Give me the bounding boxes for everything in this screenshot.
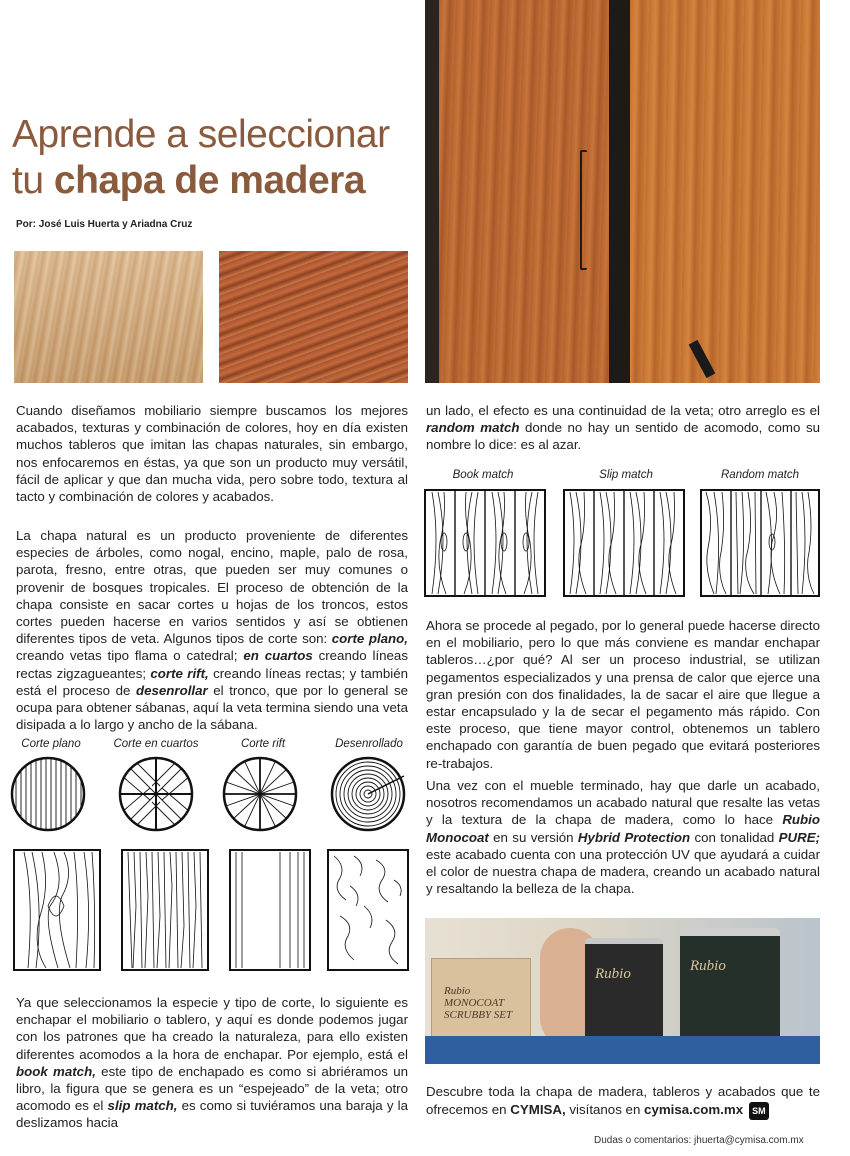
text-run: el tronco, que por lo general se ocupa para obtener sábanas, aquí la veta termina siendo una veta disipada a lo largo y ancho de la sábana. <box>16 682 408 733</box>
text-run: Ya que seleccionamos la especie y tipo de corte, lo siguiente es enchapar el mobiliario o tablero, y aquí es donde podemos jugar con los patrones que ha creado la naturaleza, para ello existen diferentes acomodos a la hora de enchapar. Por ejemplo, está el <box>16 995 408 1062</box>
rift-cut-sheet <box>230 850 310 970</box>
paragraph-random-match <box>426 402 820 454</box>
door-gap <box>609 0 630 383</box>
title-line-2-bold: chapa de madera <box>53 159 366 202</box>
article-title <box>12 112 422 204</box>
oak-veneer-photo <box>14 251 203 383</box>
scrubby-set-box <box>431 958 531 1038</box>
rotary-cut-sheet <box>328 850 408 970</box>
box-label: Rubio MONOCOAT SCRUBBY SET <box>444 985 513 1021</box>
match-label-random: Random match <box>721 469 799 481</box>
term-corte-plano: corte plano, <box>331 631 408 647</box>
title-line-1: Aprende a seleccionar <box>12 113 390 156</box>
rotary-cut-log <box>332 758 404 830</box>
text-run: La chapa natural es un producto proveniente de diferentes especies de árboles, como nogal, encino, maple, palo de rosa, parota, fresno, entre otras, que pueden ser muy comunes o provenir de bosques tropicales. El proceso de obtención de la chapa consiste en sacar cortes u hojas de los troncos, estos cortes pueden hacerse en varios sentidos y así se obtienen diferentes tipos de veta. Algunos tipos de corte son: <box>16 528 408 647</box>
title-line-2-plain: tu <box>12 159 54 202</box>
can-label: Rubio <box>690 958 726 974</box>
term-random-match: random match <box>426 420 520 436</box>
text-run: creando líneas rectas zigzagueantes; <box>16 648 408 681</box>
website-link[interactable]: cymisa.com.mx <box>644 1102 744 1117</box>
quarter-cut-sheet <box>122 850 208 970</box>
text-run: visítanos en <box>565 1102 645 1117</box>
door-panel-right <box>630 0 820 383</box>
text-run: este acabado cuenta con una protección UV que ayudará a cuidar el color de nuestra chapa de madera, creando un acabado natural y resaltando la belleza de la chapa. <box>426 846 820 897</box>
text-run: este tipo de enchapado es como si abriéramos un libro, la figura que se genera es un “espejeado” de la veta; otro acomodo es el <box>16 1063 408 1114</box>
term-desenrollar: desenrollar <box>135 682 208 698</box>
text-run: en su versión <box>488 829 578 845</box>
rosewood-veneer-photo <box>219 251 408 383</box>
term-hybrid-protection: Hybrid Protection <box>577 829 691 845</box>
term-slip-match: slip match, <box>107 1098 178 1114</box>
blue-tray <box>425 1036 820 1064</box>
term-en-cuartos: en cuartos <box>243 648 313 664</box>
term-corte-rift: corte rift, <box>150 665 209 681</box>
term-book-match: book match, <box>16 1063 96 1079</box>
brand-cymisa: CYMISA, <box>510 1102 566 1117</box>
rubio-monocoat-product-photo <box>425 918 820 1064</box>
cut-label-desenrollado: Desenrollado <box>335 738 403 750</box>
match-label-slip: Slip match <box>599 469 653 481</box>
text-run: creando vetas tipo flama o catedral; <box>16 648 244 664</box>
match-label-book: Book match <box>452 469 514 481</box>
magazine-logo: SM <box>749 1102 769 1120</box>
finish-can-large <box>680 928 780 1052</box>
paragraph-veneer-layouts <box>16 994 408 1132</box>
cut-label-rift: Corte rift <box>240 738 286 750</box>
footer-contact: Dudas o comentarios: jhuerta@cymisa.com.mx <box>594 1135 804 1146</box>
term-pure: PURE; <box>778 829 820 845</box>
text-run: creando líneas rectas; y también está el proceso de <box>16 665 408 698</box>
cut-label-plano: Corte plano <box>21 738 81 750</box>
byline: Por: José Luis Huerta y Ariadna Cruz <box>16 219 193 230</box>
match-types-diagram <box>424 488 820 600</box>
random-match-panel <box>701 490 819 596</box>
text-run: donde no hay un sentido de acomodo, como su nombre lo dice: es al azar. <box>426 420 820 453</box>
cut-types-diagram <box>10 756 410 976</box>
finish-can-small <box>585 938 663 1052</box>
paragraph-intro: Cuando diseñamos mobiliario siempre buscamos los mejores acabados, texturas y combinación de colores, hoy en día existen muchos tableros que imitan las chapas naturales, sin embargo, nos enfocaremos en éstas, ya que son un producto muy versátil, fácil de aplicar y que dan mucha vida, pero sobre todo, textura al tacto y combinación de colores y acabados. <box>16 403 408 505</box>
text-run: Descubre toda la chapa de madera, tableros y acabados que te ofrecemos en <box>426 1084 820 1117</box>
paragraph-gluing: Ahora se procede al pegado, por lo general puede hacerse directo en el mobiliario, pero lo que más conviene es mandar enchapar tableros…¿por qué? Al ser un proceso industrial, se utilizan pegamentos especializados y una prensa de calor que ejerce una gran presión con dos finalidades, la de sacar el aire que llegue a estar encapsulado y la de secar el pegamento más rápido. Con este proceso, que tiene mayor control, obtenemos un tablero enchapado con garantía de buen pegado que evitará posteriores re-trabajos. <box>426 618 820 771</box>
slip-match-panel <box>564 490 684 596</box>
wood-door-hero-photo <box>425 0 820 383</box>
book-match-panel <box>425 490 545 596</box>
paragraph-finish <box>426 777 820 897</box>
term-rubio-monocoat: Rubio Monocoat <box>426 812 820 845</box>
text-run: es como si tuviéramos una baraja y la deslizamos hacia <box>16 1098 408 1131</box>
paragraph-cta <box>426 1083 820 1120</box>
door-handle-icon <box>580 150 587 270</box>
text-run: con tonalidad <box>690 829 779 845</box>
text-run: Una vez con el mueble terminado, hay que darle un acabado, nosotros recomendamos un acabado natural que resalte las vetas y la textura de la chapa de madera, como lo hace <box>426 778 820 828</box>
can-label: Rubio <box>595 966 631 982</box>
paragraph-veneer-types <box>16 527 408 733</box>
cut-label-cuartos: Corte en cuartos <box>113 738 199 750</box>
text-run: un lado, el efecto es una continuidad de la veta; otro arreglo es el <box>426 403 820 418</box>
plain-cut-sheet <box>14 850 100 970</box>
